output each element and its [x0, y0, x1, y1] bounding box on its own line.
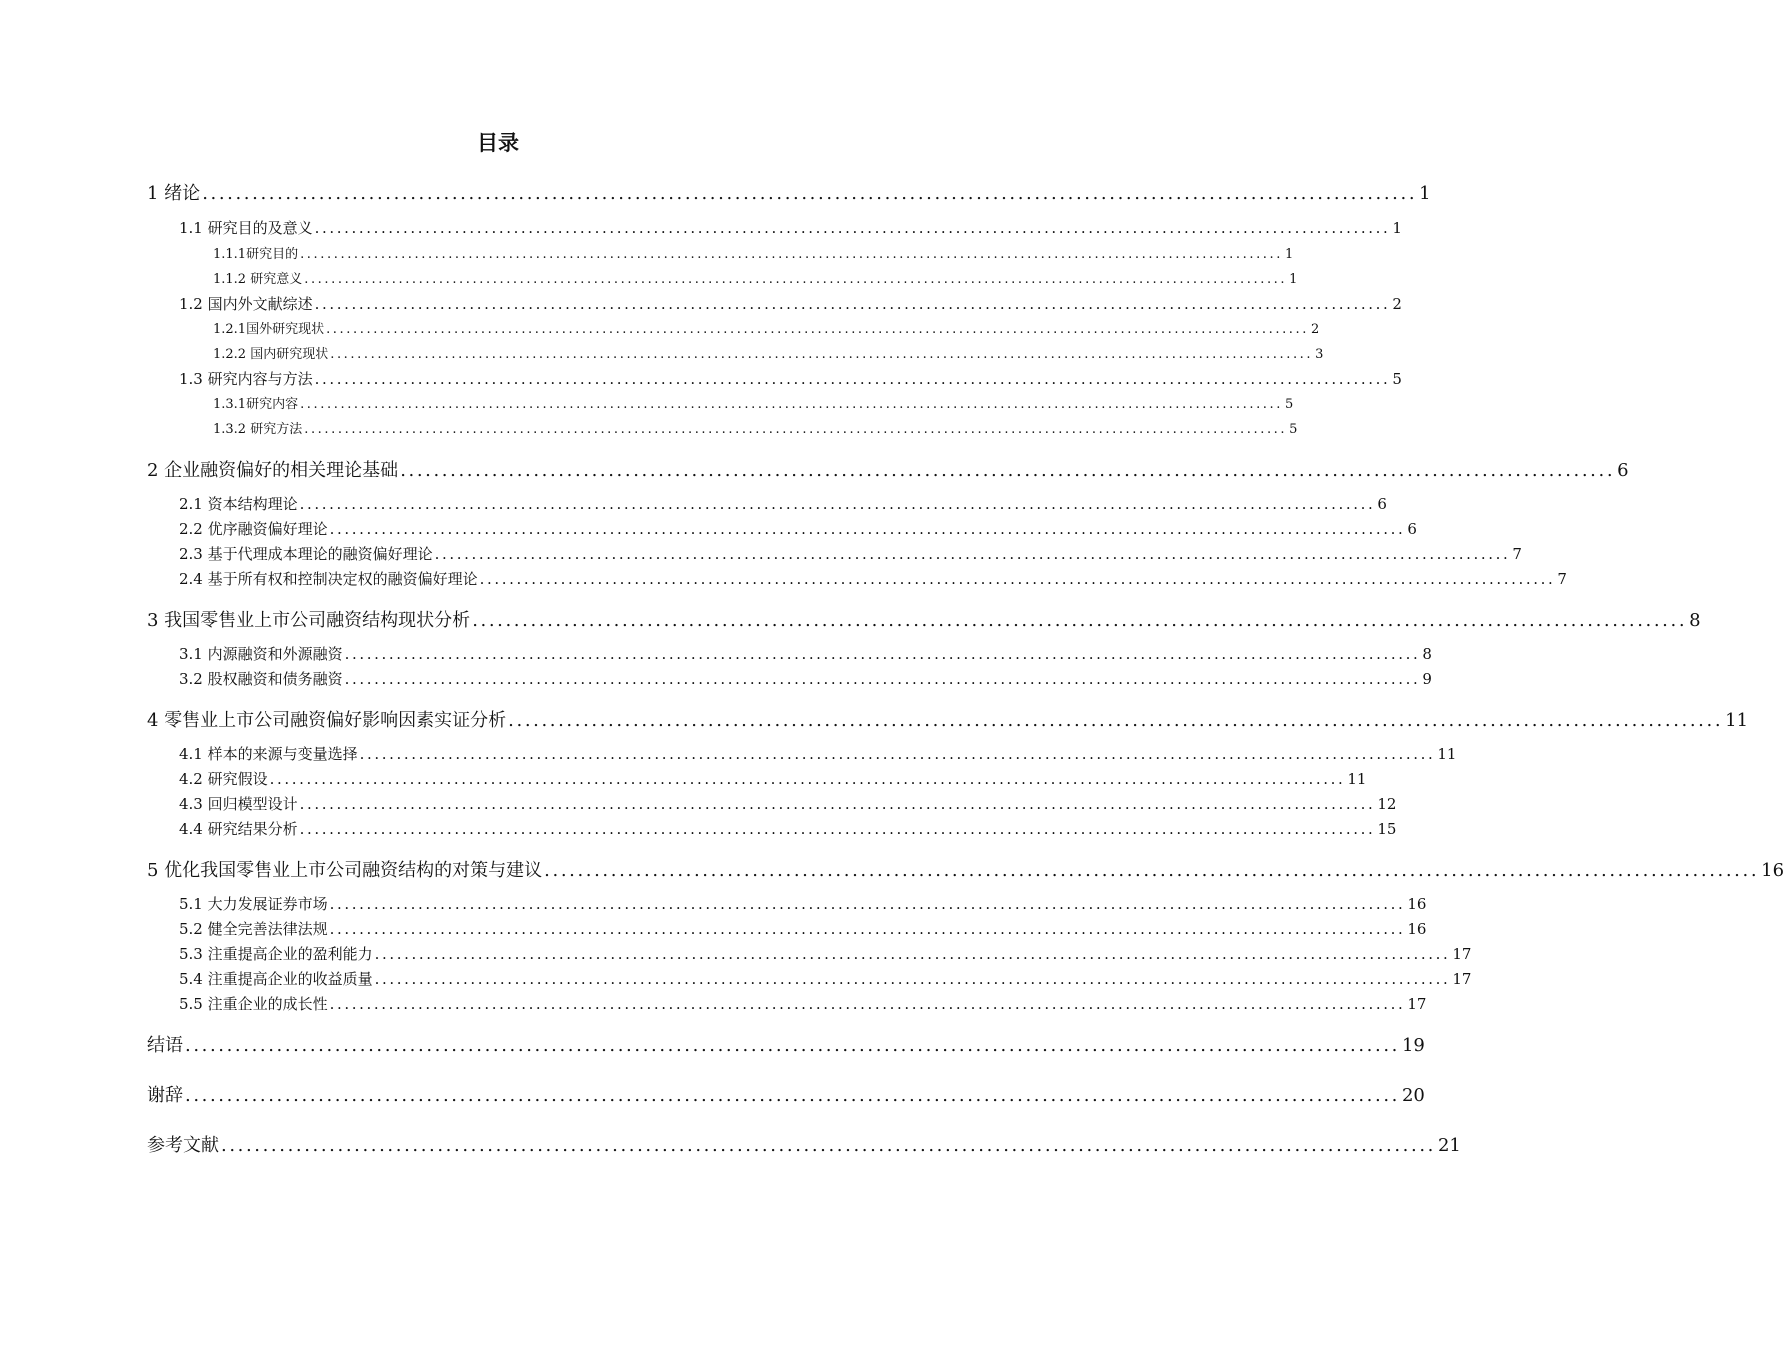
toc-entry-page: 11 [1725, 710, 1749, 731]
toc-entry-page: 8 [1689, 610, 1701, 631]
toc-entry[interactable] [179, 518, 1417, 542]
toc-entry-page: 2 [1311, 322, 1320, 337]
toc-entry-page: 1 [1392, 219, 1402, 237]
toc-dot-leader: .................................................................................................................................................. [314, 219, 1391, 237]
toc-entry-label: 2.4 基于所有权和控制决定权的融资偏好理论 [179, 570, 478, 588]
toc-entry-label: 2.2 优序融资偏好理论 [179, 520, 328, 538]
toc-entry-page: 5 [1392, 370, 1402, 388]
toc-entry[interactable] [213, 418, 1298, 440]
toc-entry-label: 5.4 注重提高企业的收益质量 [179, 970, 373, 988]
toc-dot-leader: .................................................................................................................................................. [329, 920, 1406, 938]
toc-entry-label: 4.1 样本的来源与变量选择 [179, 745, 358, 763]
toc-entry[interactable] [179, 668, 1432, 692]
toc-entry[interactable] [179, 768, 1367, 792]
toc-dot-leader: .................................................................................................................................................. [472, 610, 1688, 631]
toc-entry-page: 16 [1407, 920, 1427, 938]
toc-entry[interactable] [213, 343, 1324, 365]
toc-dot-leader: .................................................................................................................................................. [329, 995, 1406, 1013]
toc-entry-page: 20 [1401, 1085, 1425, 1106]
toc-entry-page: 16 [1407, 895, 1427, 913]
toc-entry-page: 1 [1285, 247, 1294, 262]
toc-entry-page: 6 [1407, 520, 1417, 538]
toc-dot-leader: .................................................................................................................................................. [330, 347, 1314, 362]
toc-dot-leader: .................................................................................................................................................. [185, 1035, 1400, 1056]
toc-entry-page: 6 [1617, 460, 1629, 481]
toc-dot-leader: .................................................................................................................................................. [374, 945, 1451, 963]
toc-entry-label: 3.2 股权融资和债务融资 [179, 670, 343, 688]
toc-entry-page: 2 [1392, 295, 1402, 313]
toc-dot-leader: .................................................................................................................................................. [544, 860, 1760, 881]
toc-entry[interactable] [147, 606, 1701, 634]
toc-dot-leader: .................................................................................................................................................. [221, 1135, 1436, 1156]
toc-entry-label: 1.2.1国外研究现状 [213, 322, 325, 337]
toc-dot-leader: .................................................................................................................................................. [344, 645, 1421, 663]
toc-entry-label: 谢辞 [147, 1085, 183, 1106]
toc-dot-leader: .................................................................................................................................................. [479, 570, 1556, 588]
toc-entry-page: 19 [1401, 1035, 1425, 1056]
toc-entry[interactable] [147, 1131, 1461, 1159]
toc-entry-label: 3.1 内源融资和外源融资 [179, 645, 343, 663]
toc-entry[interactable] [179, 293, 1402, 317]
toc-entry-label: 4.3 回归模型设计 [179, 795, 298, 813]
toc-entry[interactable] [179, 643, 1432, 667]
toc-entry-page: 11 [1347, 770, 1367, 788]
toc-dot-leader: .................................................................................................................................................. [299, 495, 1376, 513]
toc-entry-label: 1.3 研究内容与方法 [179, 370, 313, 388]
toc-dot-leader: .................................................................................................................................................. [329, 520, 1406, 538]
toc-entry[interactable] [213, 243, 1294, 265]
toc-entry-label: 2.3 基于代理成本理论的融资偏好理论 [179, 545, 433, 563]
toc-entry-page: 7 [1557, 570, 1567, 588]
toc-entry-label: 4 零售业上市公司融资偏好影响因素实证分析 [147, 710, 507, 731]
toc-entry-page: 17 [1452, 945, 1472, 963]
toc-entry[interactable] [179, 217, 1402, 241]
toc-entry[interactable] [179, 968, 1472, 992]
toc-entry-label: 1.2 国内外文献综述 [179, 295, 313, 313]
toc-dot-leader: .................................................................................................................................................. [304, 272, 1288, 287]
toc-entry[interactable] [179, 793, 1397, 817]
toc-entry-page: 8 [1422, 645, 1432, 663]
toc-dot-leader: .................................................................................................................................................. [329, 895, 1406, 913]
toc-dot-leader: .................................................................................................................................................. [299, 820, 1376, 838]
toc-entry-label: 结语 [147, 1035, 183, 1056]
toc-entry-page: 5 [1285, 397, 1294, 412]
toc-entry[interactable] [147, 1081, 1425, 1109]
toc-entry-page: 7 [1512, 545, 1522, 563]
toc-dot-leader: .................................................................................................................................................. [300, 247, 1283, 262]
toc-entry-label: 2 企业融资偏好的相关理论基础 [147, 460, 399, 481]
toc-entry[interactable] [179, 918, 1427, 942]
toc-entry-page: 1 [1289, 272, 1298, 287]
toc-entry[interactable] [179, 893, 1427, 917]
toc-dot-leader: .................................................................................................................................................. [374, 970, 1451, 988]
toc-entry[interactable] [147, 179, 1431, 207]
toc-entry-label: 4.4 研究结果分析 [179, 820, 298, 838]
toc-entry[interactable] [179, 543, 1522, 567]
toc-entry[interactable] [179, 993, 1427, 1017]
toc-title: 目录 [477, 131, 519, 155]
toc-dot-leader: .................................................................................................................................................. [304, 422, 1288, 437]
toc-entry-label: 1 绪论 [147, 183, 201, 204]
toc-entry-label: 1.1.2 研究意义 [213, 272, 303, 287]
toc-entry[interactable] [213, 393, 1294, 415]
toc-entry-label: 1.1 研究目的及意义 [179, 219, 313, 237]
toc-entry-label: 4.2 研究假设 [179, 770, 268, 788]
toc-entry-label: 5.2 健全完善法律法规 [179, 920, 328, 938]
toc-dot-leader: .................................................................................................................................................. [299, 795, 1376, 813]
toc-dot-leader: .................................................................................................................................................. [508, 710, 1724, 731]
toc-dot-leader: .................................................................................................................................................. [326, 322, 1309, 337]
toc-dot-leader: .................................................................................................................................................. [185, 1085, 1400, 1106]
toc-entry[interactable] [147, 856, 1784, 884]
toc-entry[interactable] [213, 268, 1298, 290]
toc-entry[interactable] [179, 743, 1457, 767]
toc-entry[interactable] [147, 706, 1749, 734]
toc-entry-page: 17 [1407, 995, 1427, 1013]
toc-entry-page: 9 [1422, 670, 1432, 688]
toc-entry-label: 5.1 大力发展证券市场 [179, 895, 328, 913]
toc-entry-page: 17 [1452, 970, 1472, 988]
toc-entry-page: 15 [1377, 820, 1397, 838]
toc-entry-page: 1 [1419, 183, 1431, 204]
toc-entry[interactable] [179, 368, 1402, 392]
toc-dot-leader: .................................................................................................................................................. [314, 370, 1391, 388]
toc-dot-leader: .................................................................................................................................................. [314, 295, 1391, 313]
toc-entry-label: 2.1 资本结构理论 [179, 495, 298, 513]
toc-entry[interactable] [179, 568, 1567, 592]
toc-entry-label: 5.5 注重企业的成长性 [179, 995, 328, 1013]
toc-entry-label: 1.1.1研究目的 [213, 247, 299, 262]
toc-entry-page: 12 [1377, 795, 1397, 813]
toc-dot-leader: .................................................................................................................................................. [359, 745, 1436, 763]
toc-entry[interactable] [179, 818, 1397, 842]
toc-entry-label: 5.3 注重提高企业的盈利能力 [179, 945, 373, 963]
toc-entry[interactable] [179, 493, 1387, 517]
toc-entry-label: 1.2.2 国内研究现状 [213, 347, 329, 362]
toc-entry[interactable] [147, 456, 1629, 484]
toc-dot-leader: .................................................................................................................................................. [434, 545, 1511, 563]
toc-entry-page: 6 [1377, 495, 1387, 513]
toc-entry-label: 1.3.1研究内容 [213, 397, 299, 412]
toc-dot-leader: .................................................................................................................................................. [344, 670, 1421, 688]
toc-dot-leader: .................................................................................................................................................. [300, 397, 1283, 412]
toc-entry-label: 5 优化我国零售业上市公司融资结构的对策与建议 [147, 860, 543, 881]
toc-dot-leader: .................................................................................................................................................. [202, 183, 1418, 204]
toc-entry-page: 16 [1761, 860, 1784, 881]
toc-entry-page: 5 [1289, 422, 1298, 437]
toc-entry[interactable] [213, 318, 1320, 340]
toc-entry[interactable] [179, 943, 1472, 967]
toc-entry-page: 11 [1437, 745, 1457, 763]
toc-entry-label: 3 我国零售业上市公司融资结构现状分析 [147, 610, 471, 631]
toc-entry-label: 1.3.2 研究方法 [213, 422, 303, 437]
toc-entry[interactable] [147, 1031, 1425, 1059]
toc-dot-leader: .................................................................................................................................................. [269, 770, 1346, 788]
toc-entry-page: 21 [1437, 1135, 1461, 1156]
toc-entry-label: 参考文献 [147, 1135, 219, 1156]
toc-entry-page: 3 [1315, 347, 1324, 362]
toc-dot-leader: .................................................................................................................................................. [400, 460, 1616, 481]
